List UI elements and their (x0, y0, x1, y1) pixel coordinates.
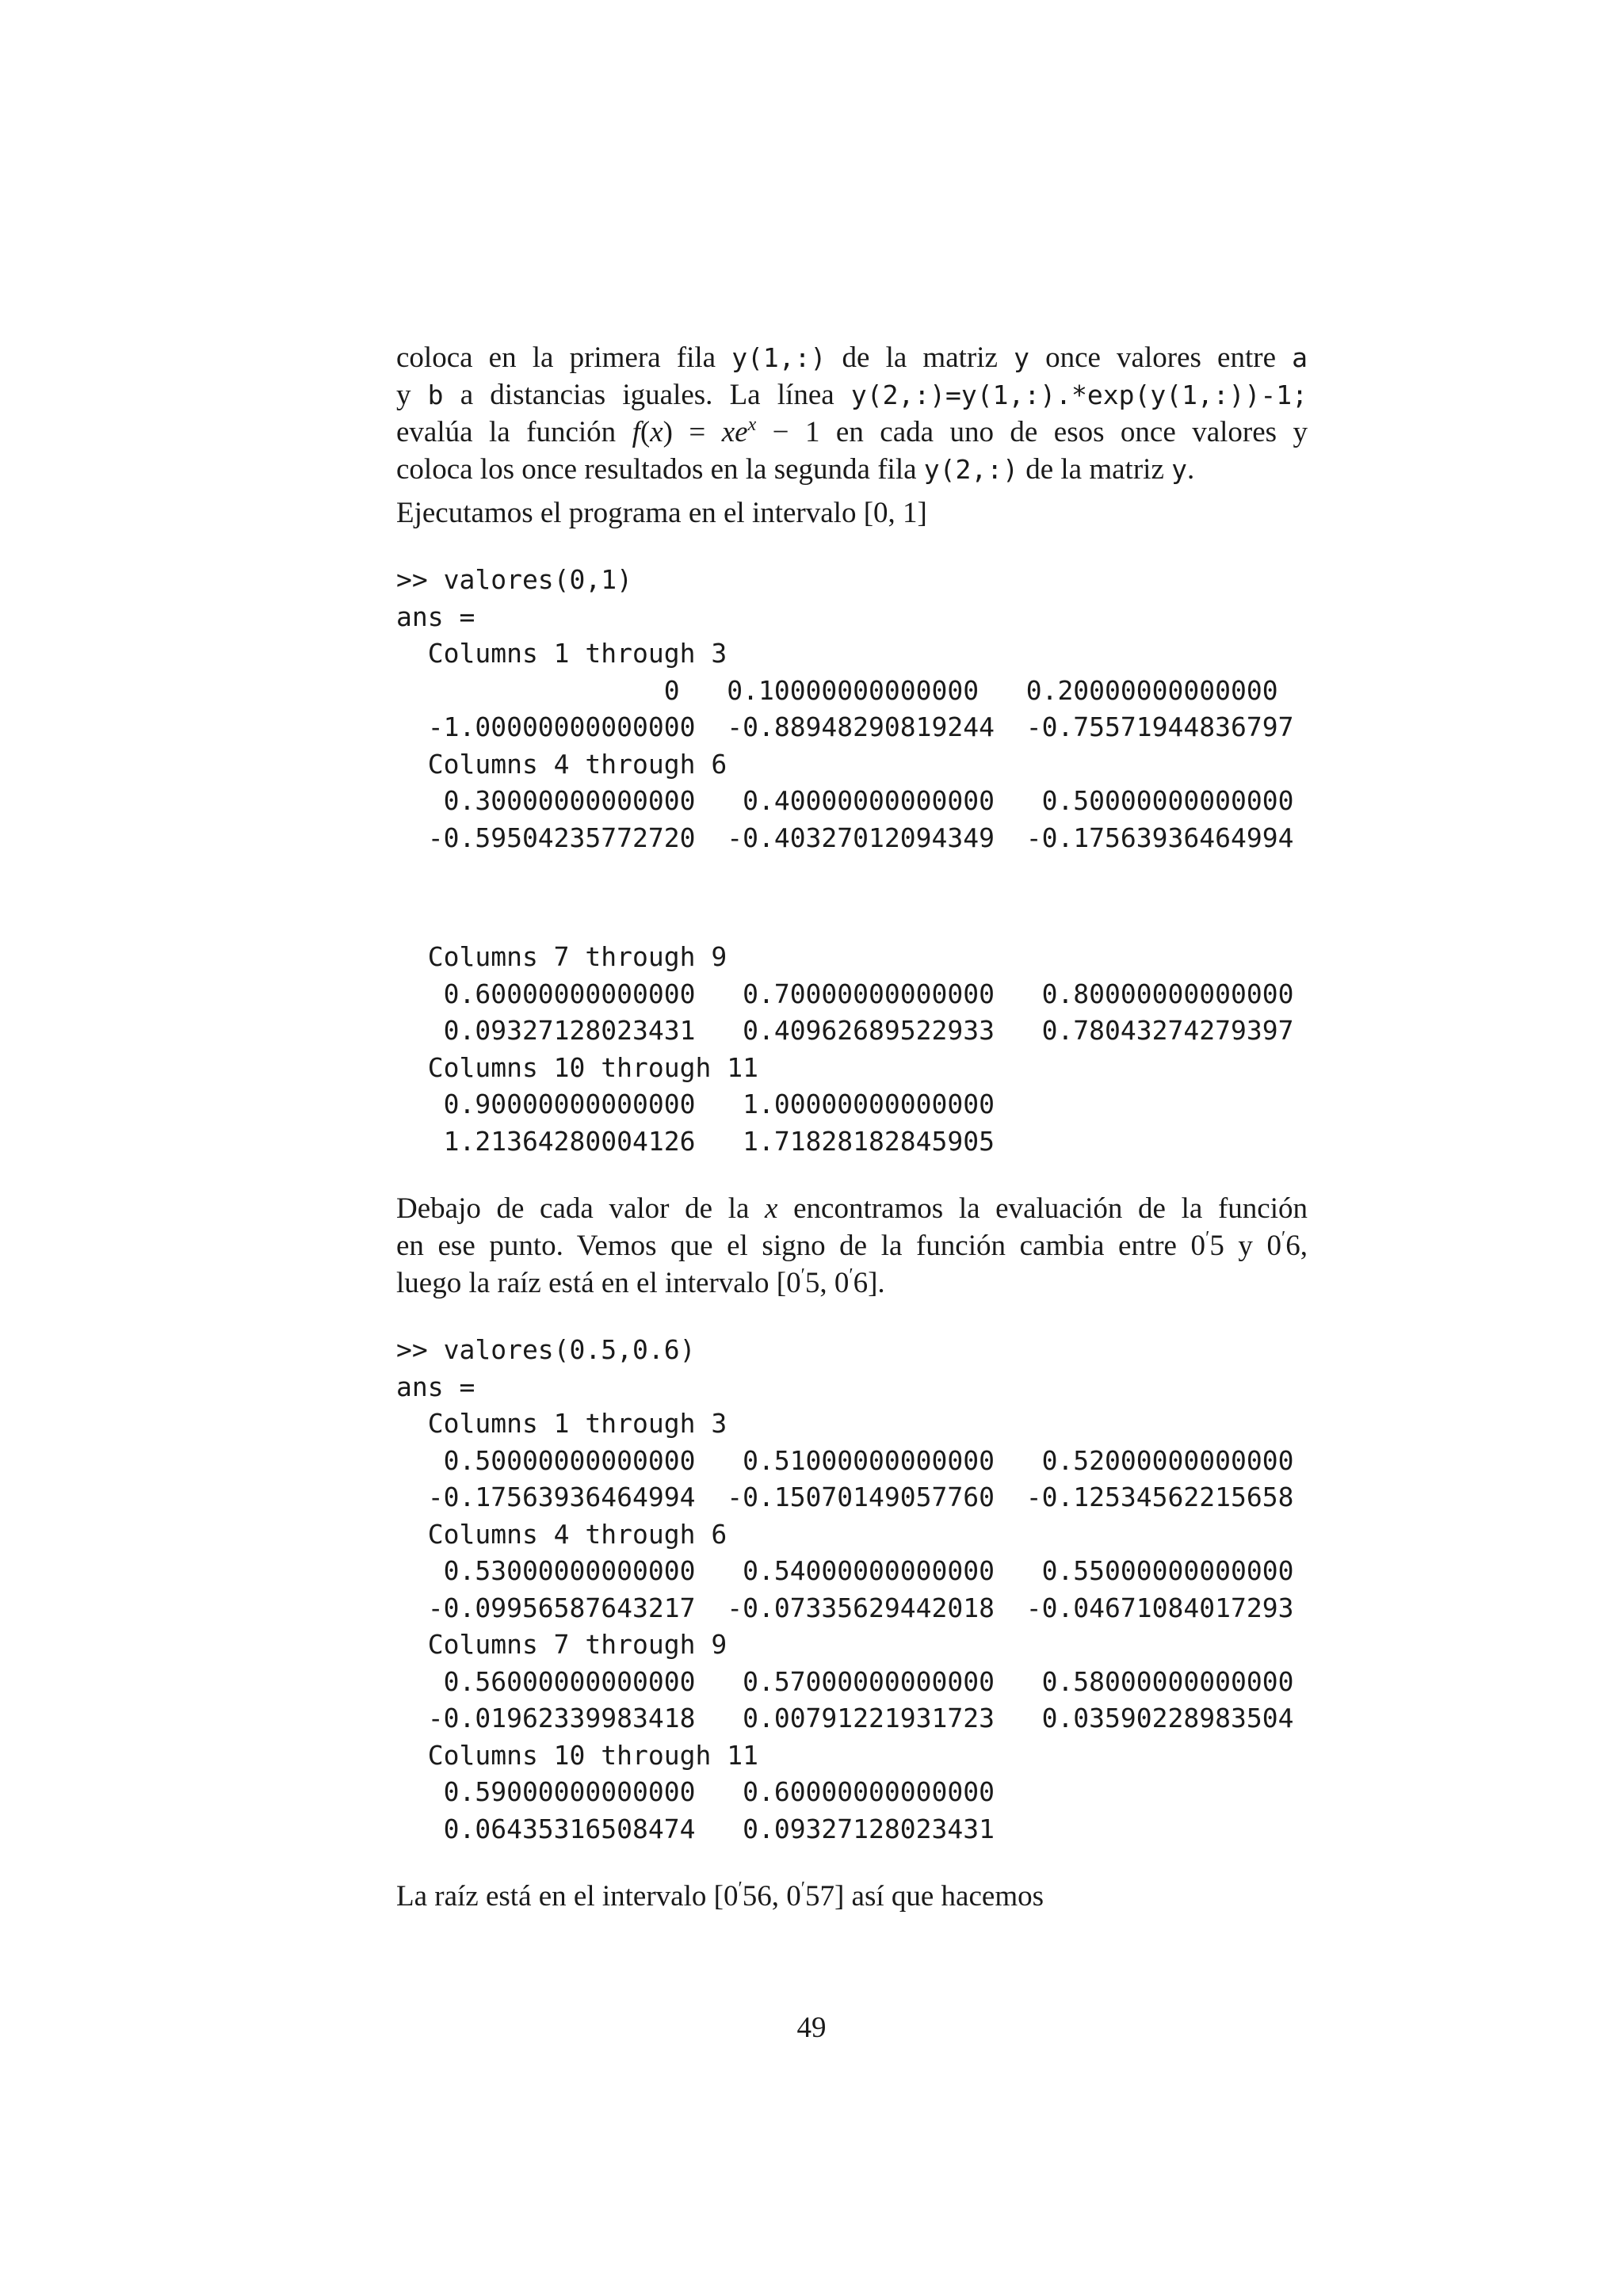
text: − 1 en cada uno de esos once valores y (756, 416, 1308, 448)
output-line: 1.21364280004126 1.71828182845905 (396, 1125, 995, 1157)
middle-line-1 (396, 1190, 1308, 1227)
output-line: -0.59504235772720 -0.40327012094349 -0.17563936464994 (396, 822, 1294, 853)
prime-mark: ′ (1205, 1228, 1210, 1249)
output-line: Columns 10 through 11 (396, 1051, 758, 1083)
output-line: 0.59000000000000 0.60000000000000 (396, 1776, 995, 1807)
prime-mark: ′ (800, 1265, 805, 1286)
text: en ese punto. Vemos que el signo de la función cambia entre 0 (396, 1230, 1206, 1262)
text: a distancias iguales. La línea (443, 379, 851, 411)
text: Debajo de cada valor de la (396, 1192, 766, 1225)
text: 5, 0 (804, 1267, 850, 1299)
text: 5 y 0 (1209, 1230, 1281, 1262)
math-exponent-x: x (747, 414, 757, 435)
output-line: -1.00000000000000 -0.88948290819244 -0.75571944836797 (396, 711, 1294, 742)
output-line: 0.09327128023431 0.40962689522933 0.78043274279397 (396, 1015, 1294, 1046)
output-line: -0.17563936464994 -0.15070149057760 -0.12534562215658 (396, 1482, 1294, 1512)
output-line: Columns 4 through 6 (396, 748, 727, 780)
output-line: 0.60000000000000 0.70000000000000 0.80000000000000 (396, 978, 1294, 1009)
text: encontramos la evaluación de la función (777, 1192, 1308, 1225)
output-line: ans = (396, 1371, 475, 1402)
output-line: -0.01962339983418 0.00791221931723 0.03590228983504 (396, 1703, 1294, 1733)
page-content (396, 339, 1308, 1915)
output-line: 0.06435316508474 0.09327128023431 (396, 1813, 995, 1844)
page-number: 49 (796, 2012, 827, 2044)
code-assignment: y(2,:)=y(1,:).*exp(y(1,:))-1; (850, 379, 1308, 410)
text: coloca los once resultados en la segunda fila (396, 453, 924, 486)
text: 56, 0 (742, 1880, 801, 1913)
code-b: b (427, 379, 444, 410)
code-y: y (1014, 342, 1029, 373)
closing-paragraph (396, 1878, 1308, 1915)
intro-line-1 (396, 339, 1308, 376)
output-line: Columns 1 through 3 (396, 638, 727, 669)
output-line: 0 0.10000000000000 0.20000000000000 (396, 674, 1278, 706)
output-line: 0.50000000000000 0.51000000000000 0.52000000000000 (396, 1444, 1294, 1476)
intro-line-2 (396, 376, 1308, 414)
prime-mark: ′ (800, 1878, 805, 1899)
closing-line (396, 1878, 1308, 1915)
output-line: -0.09956587643217 -0.07335629442018 -0.04671084017293 (396, 1592, 1294, 1623)
text: de la matriz (1018, 453, 1172, 486)
text: La raíz está en el intervalo [0 (396, 1880, 739, 1913)
math-x: x (650, 416, 663, 448)
text: once valores entre (1029, 341, 1293, 374)
intro-paragraph (396, 339, 1308, 488)
output-line: 0.90000000000000 1.00000000000000 (396, 1089, 995, 1119)
output-line: Columns 4 through 6 (396, 1518, 727, 1550)
text: de la matriz (826, 341, 1014, 374)
output-line: >> valores(0.5,0.6) (396, 1334, 696, 1365)
middle-line-2 (396, 1227, 1308, 1264)
output-line: Columns 7 through 9 (396, 1629, 727, 1660)
prime-mark: ′ (1281, 1228, 1286, 1249)
output-line: ans = (396, 601, 475, 632)
matlab-output-2 (396, 1332, 1308, 1848)
prime-mark: ′ (738, 1878, 743, 1899)
text: luego la raíz está en el intervalo [0 (396, 1267, 801, 1299)
math-f: f (632, 416, 640, 448)
math-eq: ) = (663, 416, 722, 448)
code-y-row2: y(2,:) (923, 454, 1018, 485)
middle-paragraph (396, 1190, 1308, 1302)
text: 6]. (853, 1267, 885, 1299)
output-line: Columns 10 through 11 (396, 1739, 758, 1771)
output-line: 0.53000000000000 0.54000000000000 0.55000000000000 (396, 1555, 1294, 1586)
matlab-output-1-continued (396, 939, 1308, 1160)
output-line: Columns 7 through 9 (396, 941, 727, 972)
text: y (396, 379, 428, 411)
text: 6, (1285, 1230, 1308, 1262)
matlab-output-1 (396, 562, 1308, 856)
output-line: >> valores(0,1) (396, 564, 633, 595)
code-y: y (1171, 454, 1187, 485)
output-line: 0.30000000000000 0.40000000000000 0.50000000000000 (396, 785, 1294, 816)
text: evalúa la función (396, 416, 632, 448)
output-line: 0.56000000000000 0.57000000000000 0.58000000000000 (396, 1665, 1294, 1697)
intro-line-3 (396, 414, 1308, 451)
text: coloca en la primera fila (396, 341, 732, 374)
math-xe: xe (721, 416, 748, 448)
run-intro-text: Ejecutamos el programa en el intervalo [0, 1] (396, 497, 927, 529)
code-y-row1: y(1,:) (731, 342, 827, 373)
intro-line-4 (396, 451, 1308, 488)
math-paren: ( (640, 416, 651, 448)
run-intro-paragraph (396, 494, 1308, 532)
code-a: a (1292, 342, 1308, 373)
text: 57] así que hacemos (804, 1880, 1044, 1913)
text: . (1187, 453, 1195, 486)
output-line: Columns 1 through 3 (396, 1408, 727, 1439)
prime-mark: ′ (849, 1265, 854, 1286)
math-x: x (765, 1192, 778, 1225)
middle-line-3 (396, 1264, 1308, 1302)
